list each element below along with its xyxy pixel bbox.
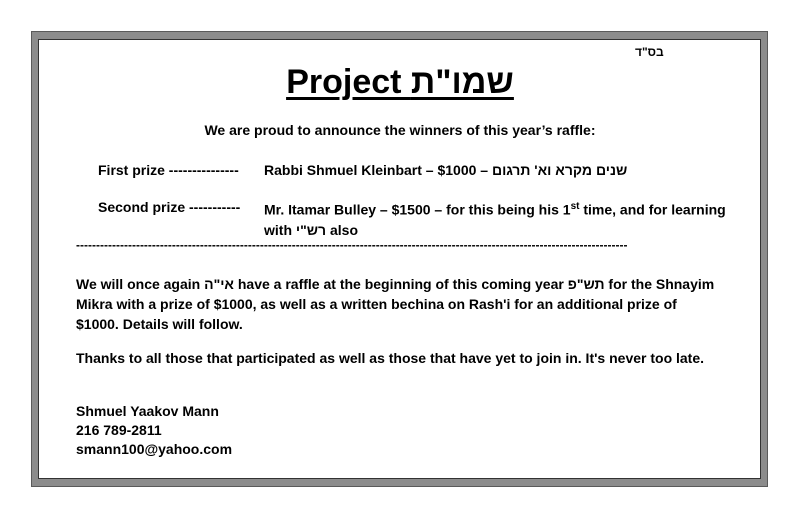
second-prize-hebrew-note: רש"י — [295, 221, 327, 238]
raffle-part2: have a raffle at the beginning of this coming year — [237, 276, 564, 292]
raffle-part1: We will once again — [76, 276, 201, 292]
title-underlined — [286, 63, 514, 101]
raffle-hebrew1: אי"ה — [204, 276, 234, 292]
first-prize-hebrew-note: שנים מקרא וא' תרגום — [491, 162, 628, 178]
signature-email: smann100@yahoo.com — [76, 441, 233, 457]
raffle-paragraph — [76, 274, 721, 334]
title-hebrew: שמו"ת — [410, 63, 514, 101]
signature-name: Shmuel Yaakov Mann — [76, 403, 219, 419]
signature-phone: 216 789-2811 — [76, 422, 162, 438]
raffle-part3: for the Shnayim Mikra with a prize of $1000, as well as a written bechina on Rash'i for an additional prize of $1000. Details will follow. — [76, 276, 715, 332]
second-prize-winner-3: also — [329, 221, 358, 238]
second-prize-winner-2: time, and for learning with — [264, 201, 726, 238]
thanks-paragraph: Thanks to all those that participated as well as those that have yet to join in. It's never too late. — [76, 350, 705, 366]
second-prize-winner-1: Mr. Itamar Bulley – $1500 – for this being his 1 — [264, 201, 571, 218]
title-english: Project — [286, 63, 402, 101]
announcement-text: We are proud to announce the winners of this year’s raffle: — [204, 122, 596, 138]
first-prize-winner: Rabbi Shmuel Kleinbart – $1000 – — [264, 162, 489, 178]
second-prize-ordinal: st — [570, 201, 580, 212]
separator-line: ------------------------------------------------------------------------------------------------------------------------------------------ — [76, 238, 628, 252]
raffle-hebrew2: תש"פ — [567, 276, 605, 292]
second-prize-text — [264, 197, 734, 240]
page-title — [0, 62, 800, 102]
second-prize-label: Second prize ----------- — [98, 199, 241, 215]
bsd-header: בס"ד — [635, 45, 664, 59]
first-prize-label: First prize --------------- — [98, 162, 239, 178]
first-prize-text — [264, 160, 734, 180]
